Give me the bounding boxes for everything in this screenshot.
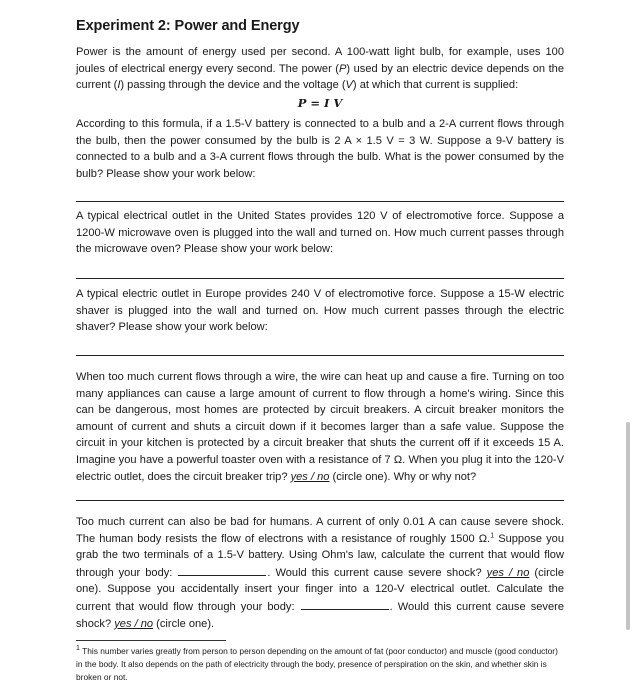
power-formula: P = I V [297, 96, 343, 110]
page-title: Experiment 2: Power and Energy [76, 18, 300, 34]
footnote-divider [76, 640, 226, 641]
answer-blank [178, 564, 266, 576]
answer-divider [76, 201, 564, 202]
answer-divider [76, 278, 564, 279]
intro-paragraph: Power is the amount of energy used per second. A 100-watt light bulb, for example, uses 100 joules of electrical energy every second. The power (P) used by an electric device depends on the current (I) passing through the device and the voltage (V) at which that current is supplied: [76, 46, 564, 92]
question-3: A typical electric outlet in Europe provides 240 V of electromotive force. Suppose a 15-W electric shaver is plugged into the wall and turned on. How much current passes through the electric shaver? Please show your work below: [76, 288, 564, 334]
answer-blank [301, 598, 389, 610]
yes-no-choice: yes / no [114, 617, 154, 630]
question-4: When too much current flows through a wire, the wire can heat up and cause a fire. Turning on too many appliances can cause a large amount of current to flow through a home's wiring. Since this can be dangerous, most homes are protected by circuit breakers. A circuit breaker monitors the amount of current and shuts a circuit down if it becomes larger than a safe value. Suppose the circuit in your kitchen is protected by a circuit breaker that shuts the current off if it exceeds 15 A. Imagine you have a powerful toaster oven with a resistance of 7 Ω. When you plug it into the 120-V electric outlet, does the circuit breaker trip? yes / no (circle one). Why or why not? [76, 371, 564, 483]
vertical-scrollbar[interactable] [626, 422, 630, 630]
footnote: $^1$ This number varies greatly from person to person depending on the amount of fat (poor conductor) and muscle (good conductor) in the body. It also depends on the path of electricity through the body, presence of perspiration on the skin, and whether skin is broken or not. [76, 645, 558, 682]
question-1: According to this formula, if a 1.5-V battery is connected to a bulb and a 2-A current flows through the bulb, then the power consumed by the bulb is 2 A × 1.5 V = 3 W. Suppose a 9-V battery is connected to a bulb and a 3-A current flows through the bulb. What is the power consumed by the bulb? Please show your work below: [76, 118, 564, 180]
question-5: Too much current can also be bad for humans. A current of only 0.01 A can cause severe shock. The human body resists the flow of electrons with a resistance of roughly 1500 Ω.$^1$ Suppose you grab the two terminals of a 1.5-V battery. Using Ohm's law, calculate the current that would flow through your body: . Would this current cause severe shock? yes / no (circle one). Suppose you accidentally insert your finger into a 120-V electrical outlet. Calculate the current that would flow through your body: . Would this current cause severe shock? yes / no (circle one). [76, 516, 564, 630]
yes-no-choice: yes / no [486, 566, 530, 579]
answer-divider [76, 355, 564, 356]
question-2: A typical electrical outlet in the United States provides 120 V of electromotive force. Suppose a 1200-W microwave oven is plugged into the wall and turned on. How much current passes through the microwave oven? Please show your work below: [76, 210, 564, 256]
answer-divider [76, 500, 564, 501]
yes-no-choice: yes / no [290, 470, 330, 483]
